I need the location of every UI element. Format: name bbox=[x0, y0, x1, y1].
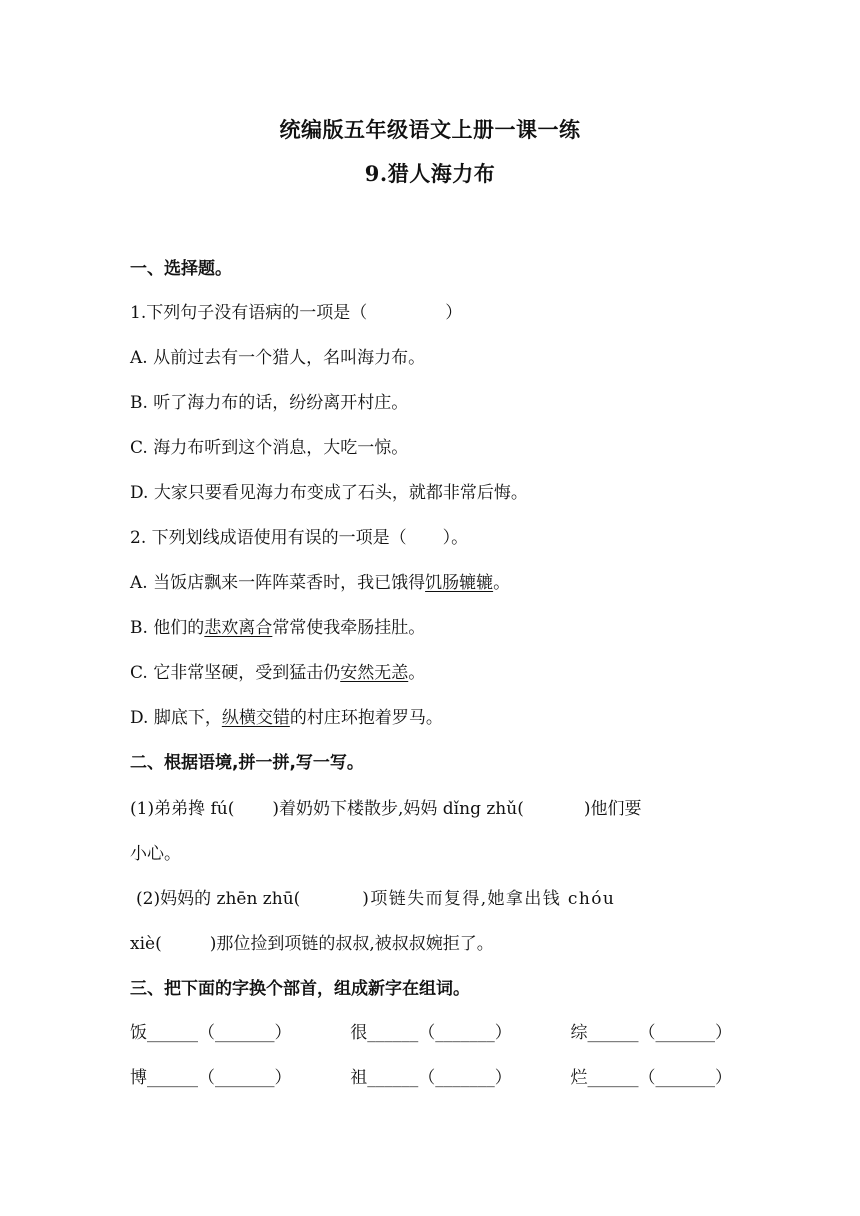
question-2-option-d bbox=[130, 703, 732, 728]
question-1-text: 1.下列句子没有语病的一项是（ bbox=[130, 303, 368, 323]
question-1-option-b: B. 听了海力布的话，纷纷离开村庄。 bbox=[130, 393, 409, 413]
underlined-idiom: 纵横交错 bbox=[221, 708, 290, 728]
item-text-part: xiè( bbox=[130, 934, 162, 954]
radical-row-1 bbox=[130, 1018, 732, 1043]
question-2-text: 2. 下列划线成语使用有误的一项是（ bbox=[130, 528, 407, 548]
option-text: C. 它非常坚硬，受到猛击仍 bbox=[130, 663, 341, 683]
radical-item[interactable]: 祖______（_______） bbox=[350, 1068, 512, 1088]
pinyin-item-1 bbox=[130, 794, 732, 819]
option-text: 的村庄环抱着罗马。 bbox=[289, 708, 443, 728]
pinyin-item-1-continued: 小心。 bbox=[130, 844, 181, 864]
question-2-option-c bbox=[130, 658, 732, 683]
question-2-stem bbox=[130, 523, 732, 548]
underlined-idiom: 饥肠辘辘 bbox=[425, 573, 494, 593]
item-text-part: (2)妈妈的 zhēn zhū( bbox=[136, 889, 301, 909]
item-text-part: )着奶奶下楼散步,妈妈 dǐng zhǔ( bbox=[272, 799, 524, 819]
lesson-title: 9.猎人海力布 bbox=[364, 161, 496, 186]
radical-item[interactable]: 博______（_______） bbox=[130, 1068, 292, 1088]
radical-item[interactable]: 很______（_______） bbox=[350, 1023, 512, 1043]
option-text: 。 bbox=[408, 663, 426, 683]
option-text: A. 当饭店飘来一阵阵菜香时，我已饿得 bbox=[130, 573, 426, 593]
document-title: 统编版五年级语文上册一课一练 bbox=[279, 117, 581, 142]
item-text-part: )项链失而复得,她拿出钱 chóu bbox=[362, 889, 616, 909]
pinyin-item-2 bbox=[136, 884, 732, 909]
radical-item[interactable]: 综______（_______） bbox=[570, 1023, 732, 1043]
question-1-option-a: A. 从前过去有一个猎人，名叫海力布。 bbox=[130, 348, 426, 368]
item-text-part: )那位捡到项链的叔叔,被叔叔婉拒了。 bbox=[209, 934, 494, 954]
option-text: B. 他们的 bbox=[130, 618, 205, 638]
question-2-text-end: ）。 bbox=[442, 528, 469, 548]
section-3-heading: 三、把下面的字换个部首，组成新字在组词。 bbox=[130, 979, 470, 999]
item-text bbox=[130, 794, 641, 819]
underlined-idiom: 安然无恙 bbox=[340, 663, 409, 683]
radical-item[interactable]: 烂______（_______） bbox=[570, 1068, 732, 1088]
question-1-option-c: C. 海力布听到这个消息，大吃一惊。 bbox=[130, 438, 409, 458]
question-2-option-b bbox=[130, 613, 732, 638]
underlined-idiom: 悲欢离合 bbox=[204, 618, 273, 638]
radical-row-2 bbox=[130, 1063, 732, 1088]
question-1-text-end: ） bbox=[445, 303, 463, 323]
option-text: D. 脚底下， bbox=[130, 708, 222, 728]
option-text: 常常使我牵肠挂肚。 bbox=[272, 618, 426, 638]
option-text: 。 bbox=[493, 573, 511, 593]
section-2-heading: 二、根据语境,拼一拼,写一写。 bbox=[130, 753, 364, 773]
question-1-option-d: D. 大家只要看见海力布变成了石头，就都非常后悔。 bbox=[130, 483, 528, 503]
section-1-heading: 一、选择题。 bbox=[130, 259, 232, 279]
item-text-part: (1)弟弟搀 fú( bbox=[130, 799, 235, 819]
question-2-option-a bbox=[130, 568, 732, 593]
question-1-stem bbox=[130, 298, 732, 323]
item-text-part: )他们要 bbox=[583, 799, 642, 819]
radical-item[interactable]: 饭______（_______） bbox=[130, 1023, 292, 1043]
pinyin-item-2-continued bbox=[130, 929, 732, 954]
